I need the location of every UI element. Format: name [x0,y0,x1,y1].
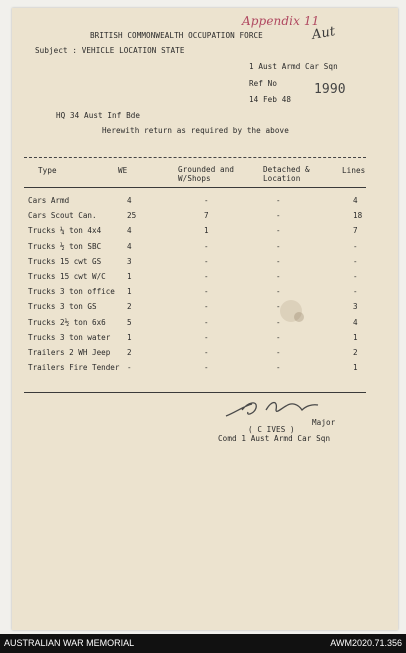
row-grounded: 7 [204,211,209,221]
row-detached: - [276,211,281,221]
intro-text: Herewith return as required by the above [102,126,289,135]
row-grounded: - [204,332,209,342]
paper-stain [294,312,304,322]
row-detached: - [276,332,281,342]
row-we: 1 [127,287,132,297]
row-detached: - [276,287,281,297]
column-header-lines: Lines [342,166,366,175]
row-lines: 4 [353,317,358,327]
row-we: 4 [127,241,132,251]
row-detached: - [276,256,281,266]
row-we: 5 [127,317,132,327]
row-type: Trucks 3 ton GS [28,302,97,312]
row-lines: 7 [353,226,358,236]
document-date: 14 Feb 48 [249,95,292,104]
row-detached: - [276,302,281,312]
column-header-type: Type [38,166,57,175]
initials-annotation: Aut [310,24,337,43]
row-grounded: 1 [204,226,209,236]
row-type: Trucks 2½ ton 6x6 [28,317,106,327]
row-grounded: - [204,196,209,205]
row-type: Trailers 2 WH Jeep [28,348,111,357]
row-lines: 18 [353,211,363,221]
row-grounded: - [204,256,209,266]
row-lines: 4 [353,196,358,205]
row-we: 3 [127,256,132,266]
row-detached: - [276,363,281,373]
row-lines: 3 [353,302,358,312]
row-grounded: - [204,302,209,312]
row-grounded: - [204,287,209,297]
row-detached: - [276,348,281,357]
ref-label: Ref No [249,79,278,88]
row-grounded: - [204,241,209,251]
column-header-detached: Detached & Location [263,165,310,183]
unit-name: 1 Aust Armd Car Sqn [249,62,338,71]
row-type: Trucks 15 cwt GS [28,256,102,266]
row-lines: 1 [353,363,358,373]
row-we: 2 [127,302,132,312]
row-detached: - [276,241,281,251]
addressee: HQ 34 Aust Inf Bde [56,111,141,120]
row-type: Trucks 3 ton office [28,287,115,297]
row-grounded: - [204,317,209,327]
row-type: Trucks ¼ ton 4x4 [28,226,102,236]
column-header-we: WE [118,166,128,175]
row-we: - [127,363,132,373]
appendix-annotation: Appendix 11 [242,14,320,28]
archive-footer [0,634,406,653]
row-detached: - [276,196,281,205]
row-detached: - [276,272,281,281]
row-lines: - [353,241,358,251]
row-lines: - [353,272,358,281]
row-type: Trucks 15 cwt W/C [28,272,106,281]
footer-institution: AUSTRALIAN WAR MEMORIAL [4,638,135,648]
signatory-rank: Major [312,418,336,427]
row-lines: 1 [353,332,358,342]
row-we: 1 [127,272,132,281]
row-lines: 2 [353,348,358,357]
row-we: 25 [127,211,137,221]
ref-number: 1990 [314,82,346,97]
row-grounded: - [204,363,209,373]
row-detached: - [276,226,281,236]
table-top-rule [24,157,366,159]
document-title: BRITISH COMMONWEALTH OCCUPATION FORCE [90,31,263,40]
row-grounded: - [204,348,209,357]
row-lines: - [353,287,358,297]
subject-line: Subject : VEHICLE LOCATION STATE [35,46,185,55]
footer-accession-number: AWM2020.71.356 [330,638,402,648]
table-bottom-rule [24,392,366,393]
row-type: Trailers Fire Tender [28,363,120,373]
table-header-rule [24,187,366,188]
signatory-appointment: Comd 1 Aust Armd Car Sqn [218,434,331,443]
row-lines: - [353,256,358,266]
row-we: 1 [127,332,132,342]
row-we: 2 [127,348,132,357]
row-type: Trucks ½ ton SBC [28,241,102,251]
row-type: Cars Armd [28,196,70,205]
column-header-grounded: Grounded and W/Shops [178,165,235,183]
signatory-name: ( C IVES ) [248,425,295,434]
row-type: Trucks 3 ton water [28,332,111,342]
row-we: 4 [127,196,132,205]
row-we: 4 [127,226,132,236]
row-type: Cars Scout Can. [28,211,97,221]
row-detached: - [276,317,281,327]
row-grounded: - [204,272,209,281]
handwritten-signature [222,396,322,422]
